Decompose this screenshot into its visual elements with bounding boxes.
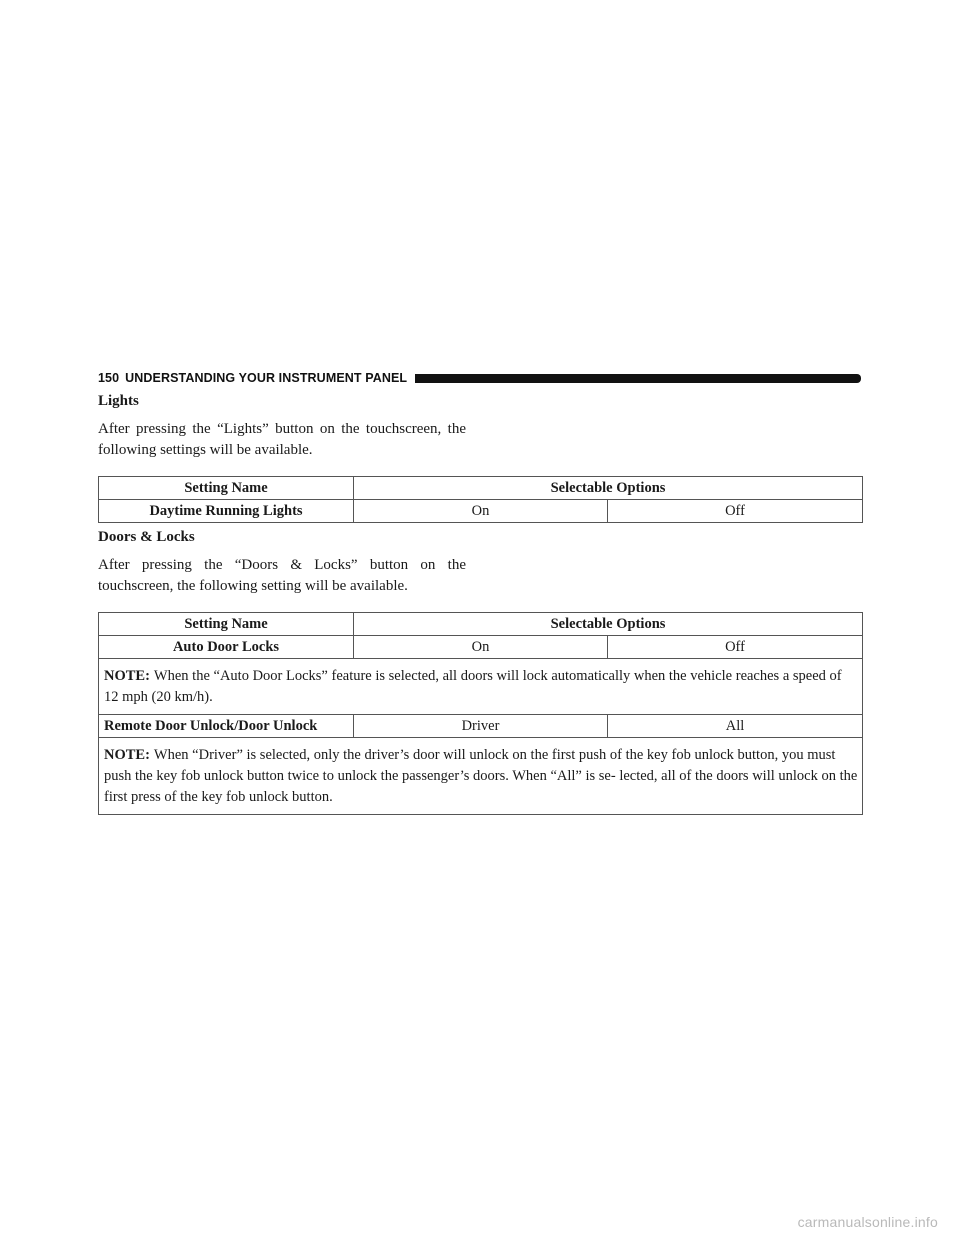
column-header-setting-name: Setting Name — [99, 613, 354, 636]
column-header-setting-name: Setting Name — [99, 477, 354, 500]
note-text: When the “Auto Door Locks” feature is selected, all doors will lock automatically when the vehicle reaches a speed of 12 mph (20 km/h). — [104, 668, 842, 705]
note-label: NOTE: — [104, 668, 150, 684]
option-cell: All — [608, 715, 863, 738]
table-row — [99, 500, 863, 523]
table-row — [99, 715, 863, 738]
note-cell — [99, 659, 863, 715]
note-cell — [99, 738, 863, 815]
header-title: UNDERSTANDING YOUR INSTRUMENT PANEL — [125, 371, 408, 385]
page-header — [98, 370, 861, 386]
note-text: When “Driver” is selected, only the driver’s door will unlock on the first push of the key fob unlock button, you must push the key fob unlock button twice to unlock the passenger’s doors. When “All” is se- lected, all of the doors will unlock on the first press of the key fob unlock button. — [104, 747, 858, 805]
option-cell: On — [354, 500, 608, 523]
lights-intro-paragraph: After pressing the “Lights” button on the touchscreen, the following settings will be available. — [98, 421, 466, 458]
table-header-row — [99, 477, 863, 500]
table-note-row — [99, 659, 863, 715]
column-header-selectable-options: Selectable Options — [354, 477, 863, 500]
note-label: NOTE: — [104, 747, 150, 763]
table-row — [99, 636, 863, 659]
setting-name-cell: Daytime Running Lights — [99, 500, 354, 523]
table-note-row — [99, 738, 863, 815]
option-cell: On — [354, 636, 608, 659]
watermark: carmanualsonline.info — [797, 1214, 938, 1230]
setting-name-cell: Remote Door Unlock/Door Unlock — [99, 715, 354, 738]
doors-intro-paragraph: After pressing the “Doors & Locks” button on the touchscreen, the following setting will be available. — [98, 557, 466, 594]
page-number: 150 — [98, 371, 120, 385]
option-cell: Off — [608, 636, 863, 659]
table-header-row — [99, 613, 863, 636]
doors-section-title: Doors & Locks — [98, 529, 195, 545]
doors-settings-table — [98, 612, 863, 815]
header-rule — [415, 374, 861, 383]
option-cell: Off — [608, 500, 863, 523]
option-cell: Driver — [354, 715, 608, 738]
column-header-selectable-options: Selectable Options — [354, 613, 863, 636]
lights-section-title: Lights — [98, 393, 139, 409]
lights-settings-table — [98, 476, 863, 523]
setting-name-cell: Auto Door Locks — [99, 636, 354, 659]
